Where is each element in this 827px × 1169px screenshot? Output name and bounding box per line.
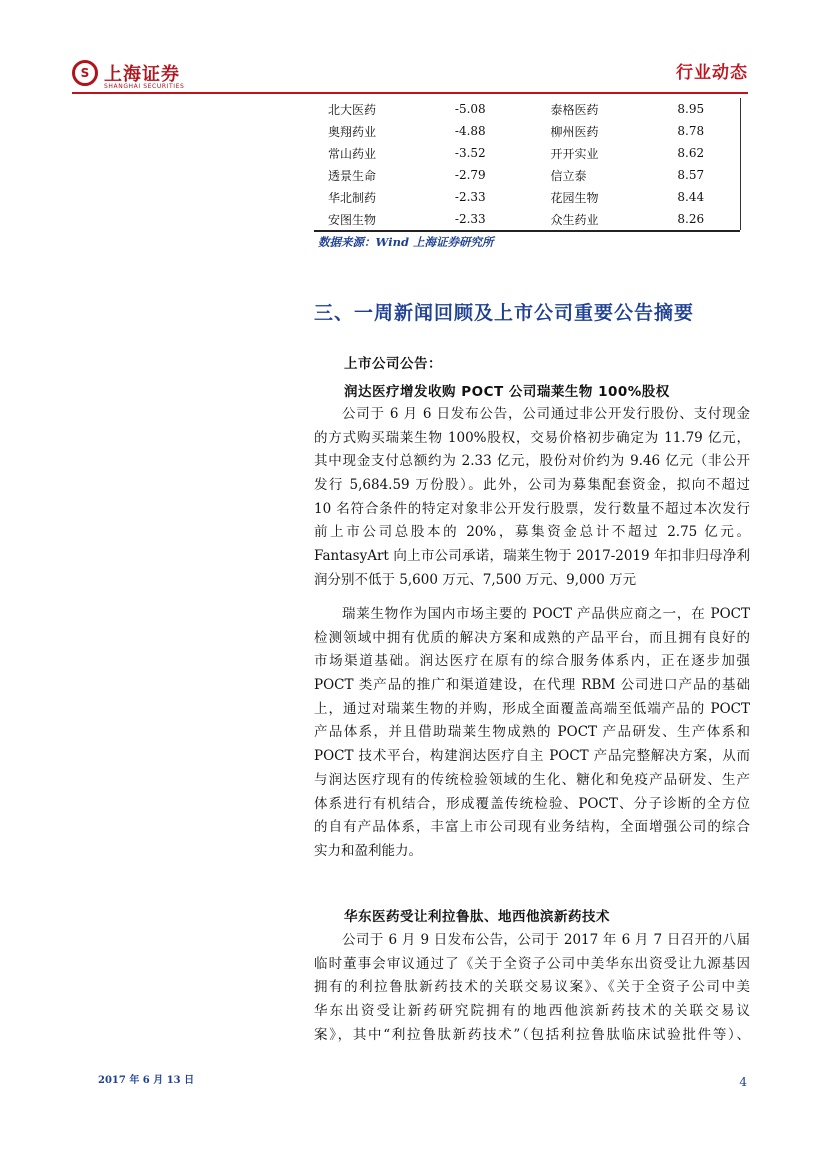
text-line: 实力和盈利能力。 [314, 842, 422, 859]
table-cell: 常山药业 [328, 146, 377, 161]
text-line: 拥有的利拉鲁肽新药技术的关联交易议案》、《关于全资子公司中美 [314, 979, 750, 996]
table-bottom-rule [314, 230, 740, 232]
paragraph [314, 403, 750, 593]
table-cell: 开开实业 [550, 146, 599, 161]
table-cell: -2.79 [454, 168, 486, 182]
text-line: 产品体系，并且借助瑞莱生物成熟的 POCT 产品研发、生产体系和 [314, 724, 750, 741]
text-line: 临时董事会审议通过了《关于全资子公司中美华东出资受让九源基因 [314, 955, 750, 972]
stock-change-table [314, 98, 740, 230]
table-cell: 8.62 [677, 146, 705, 160]
logo-mark: S [72, 60, 98, 86]
table-cell: 奥翔药业 [328, 124, 377, 139]
table-cell: 8.44 [677, 190, 705, 204]
table-cell: 花园生物 [550, 190, 599, 205]
table-cell: -2.33 [454, 212, 486, 226]
table-cell: -2.33 [454, 190, 486, 204]
table-right-border [740, 98, 741, 230]
page-number: 4 [739, 1075, 747, 1089]
text-line: 前上市公司总股本的 20%，募集资金总计不超过 2.75 亿元。 [314, 524, 750, 541]
logo-subtext: SHANGHAI SECURITIES [104, 83, 185, 90]
announcements-label: 上市公司公告： [344, 356, 442, 372]
table-row [314, 164, 740, 186]
table-cell: 泰格医药 [550, 102, 599, 117]
text-line: 体系进行有机结合，形成覆盖传统检验、POCT、分子诊断的全方位 [314, 795, 750, 812]
table-cell: 8.78 [677, 124, 705, 138]
table-row [314, 186, 740, 208]
text-line: 与润达医疗现有的传统检验领域的生化、糖化和免疫产品研发、生产 [314, 771, 750, 788]
text-line: 公司于 6 月 9 日发布公告，公司于 2017 年 6 月 7 日召开的八届 [342, 932, 750, 948]
table-cell: 信立泰 [550, 168, 587, 183]
paragraph [314, 929, 750, 1047]
table-cell: -5.08 [454, 102, 486, 116]
table-cell: 8.26 [677, 212, 705, 226]
text-line: 市场渠道基础。润达医疗在原有的综合服务体系内，正在逐步加强 [314, 653, 750, 670]
brand-logo [72, 58, 202, 94]
section-heading: 三、一周新闻回顾及上市公司重要公告摘要 [314, 302, 695, 324]
table-cell: 北大医药 [328, 102, 377, 117]
text-line: 发行 5,684.59 万份股）。此外，公司为募集配套资金，拟向不超过 [314, 477, 750, 494]
text-line: 华东出资受让新药研究院拥有的地西他滨新药技术的关联交易议 [314, 1003, 750, 1020]
text-line: 其中现金支付总额约为 2.33 亿元，股份对价约为 9.46 亿元（非公开 [314, 453, 750, 470]
table-cell: 8.95 [677, 102, 705, 116]
text-line: 10 名符合条件的特定对象非公开发行股票，发行数量不超过本次发行 [314, 500, 750, 517]
footer-date: 2017 年 6 月 13 日 [98, 1075, 195, 1086]
header-divider [72, 92, 748, 94]
text-line: 的方式购买瑞莱生物 100%股权，交易价格初步确定为 11.79 亿元， [314, 429, 750, 446]
text-line: 案》，其中“利拉鲁肽新药技术”（包括利拉鲁肽临床试验批件等）、 [314, 1026, 750, 1043]
text-line: 的自有产品体系，丰富上市公司现有业务结构，全面增强公司的综合 [314, 819, 750, 836]
table-cell: 华北制药 [328, 190, 377, 205]
text-line: POCT 类产品的推广和渠道建设，在代理 RBM 公司进口产品的基础 [314, 677, 750, 694]
logo-text: 上海证券 [104, 64, 180, 85]
text-line: FantasyArt 向上市公司承诺，瑞莱生物于 2017-2019 年扣非归母净利 [314, 548, 750, 565]
text-line: 瑞莱生物作为国内市场主要的 POCT 产品供应商之一，在 POCT [342, 606, 750, 622]
text-line: POCT 技术平台，构建润达医疗自主 POCT 产品完整解决方案，从而 [314, 748, 750, 765]
table-row [314, 142, 740, 164]
data-source-note: 数据来源：Wind 上海证券研究所 [318, 235, 494, 249]
text-line: 上，通过对瑞莱生物的并购，形成全面覆盖高端至低端产品的 POCT [314, 700, 750, 717]
table-row [314, 120, 740, 142]
text-line: 公司于 6 月 6 日发布公告，公司通过非公开发行股份、支付现金 [342, 406, 750, 422]
table-cell: 众生药业 [550, 212, 599, 227]
table-cell: -4.88 [454, 124, 486, 138]
text-line: 检测领域中拥有优质的解决方案和成熟的产品平台，而且拥有良好的 [314, 629, 750, 646]
table-cell: -3.52 [454, 146, 486, 160]
report-type-title: 行业动态 [676, 63, 748, 83]
table-cell: 透景生命 [328, 168, 377, 183]
table-cell: 柳州医药 [550, 124, 599, 139]
table-row [314, 208, 740, 230]
paragraph [314, 603, 750, 864]
table-cell: 8.57 [677, 168, 705, 182]
table-cell: 安图生物 [328, 212, 377, 227]
item-title: 润达医疗增发收购 POCT 公司瑞莱生物 100%股权 [344, 384, 670, 400]
item-title: 华东医药受让利拉鲁肽、地西他滨新药技术 [344, 909, 610, 925]
table-row [314, 98, 740, 120]
text-line: 润分别不低于 5,600 万元、7,500 万元、9,000 万元 [314, 571, 637, 588]
